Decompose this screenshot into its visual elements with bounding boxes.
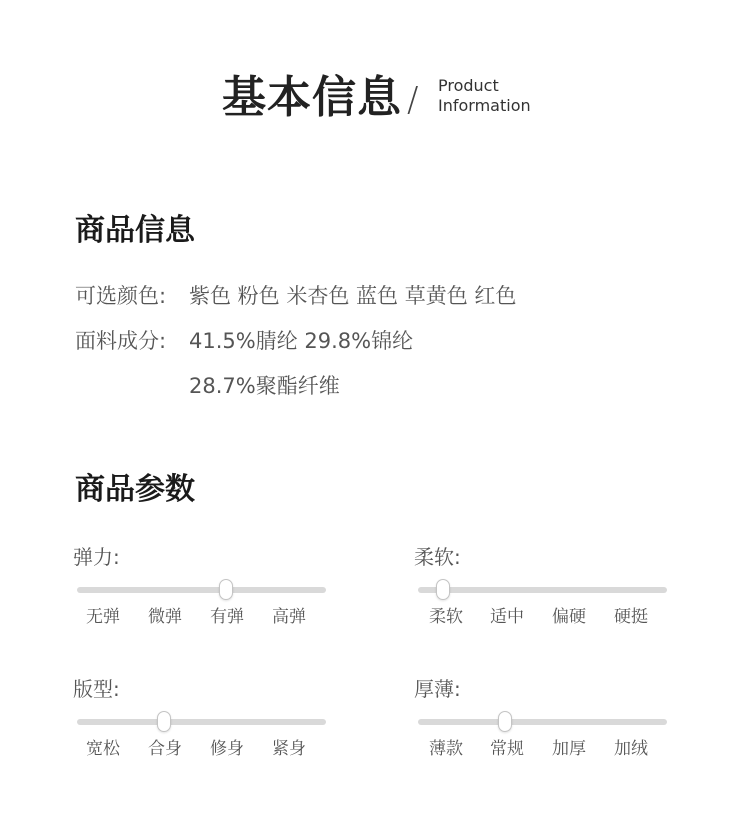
slider-options — [414, 606, 674, 630]
option-label: 宽松 — [86, 739, 120, 759]
param-label-elasticity: 弹力: — [73, 545, 120, 569]
option-label: 加厚 — [552, 739, 586, 759]
option-label: 高弹 — [272, 607, 306, 627]
slider-track — [77, 587, 326, 593]
param-thickness — [414, 676, 674, 766]
param-elasticity — [73, 544, 333, 634]
slider-knob[interactable] — [498, 711, 512, 732]
option-label: 柔软 — [429, 607, 463, 627]
fabric-row — [75, 327, 413, 355]
header-title-en-line1: Product — [438, 76, 499, 95]
header-title-en-line2: Information — [438, 96, 531, 115]
product-params-title: 商品参数 — [75, 472, 195, 507]
slider-knob[interactable] — [436, 579, 450, 600]
option-label: 修身 — [210, 739, 244, 759]
param-label-thickness: 厚薄: — [414, 677, 461, 701]
page-header — [0, 70, 750, 130]
colors-label: 可选颜色: — [75, 284, 167, 308]
header-separator: / — [407, 80, 419, 120]
param-label-fit: 版型: — [73, 677, 120, 701]
fabric-value-line1: 41.5%腈纶 29.8%锦纶 — [189, 329, 414, 353]
option-label: 偏硬 — [552, 607, 586, 627]
header-title-cn: 基本信息 — [222, 72, 402, 123]
slider-track — [418, 587, 667, 593]
slider-options — [73, 738, 333, 762]
option-label: 硬挺 — [614, 607, 648, 627]
option-label: 薄款 — [429, 739, 463, 759]
option-label: 有弹 — [210, 607, 244, 627]
option-label: 无弹 — [86, 607, 120, 627]
colors-value: 紫色 粉色 米杏色 蓝色 草黄色 红色 — [189, 284, 517, 308]
param-softness — [414, 544, 674, 634]
slider-options — [73, 606, 333, 630]
product-info-title: 商品信息 — [75, 213, 195, 248]
slider-knob[interactable] — [219, 579, 233, 600]
slider-options — [414, 738, 674, 762]
fabric-value-line2: 28.7%聚酯纤维 — [189, 374, 340, 398]
param-label-softness: 柔软: — [414, 545, 461, 569]
slider-knob[interactable] — [157, 711, 171, 732]
option-label: 合身 — [148, 739, 182, 759]
option-label: 紧身 — [272, 739, 306, 759]
fabric-label: 面料成分: — [75, 329, 167, 353]
option-label: 微弹 — [148, 607, 182, 627]
slider-track — [418, 719, 667, 725]
header-title-en — [438, 76, 531, 116]
option-label: 适中 — [490, 607, 524, 627]
colors-row — [75, 282, 516, 310]
slider-track — [77, 719, 326, 725]
option-label: 加绒 — [614, 739, 648, 759]
option-label: 常规 — [490, 739, 524, 759]
param-fit — [73, 676, 333, 766]
